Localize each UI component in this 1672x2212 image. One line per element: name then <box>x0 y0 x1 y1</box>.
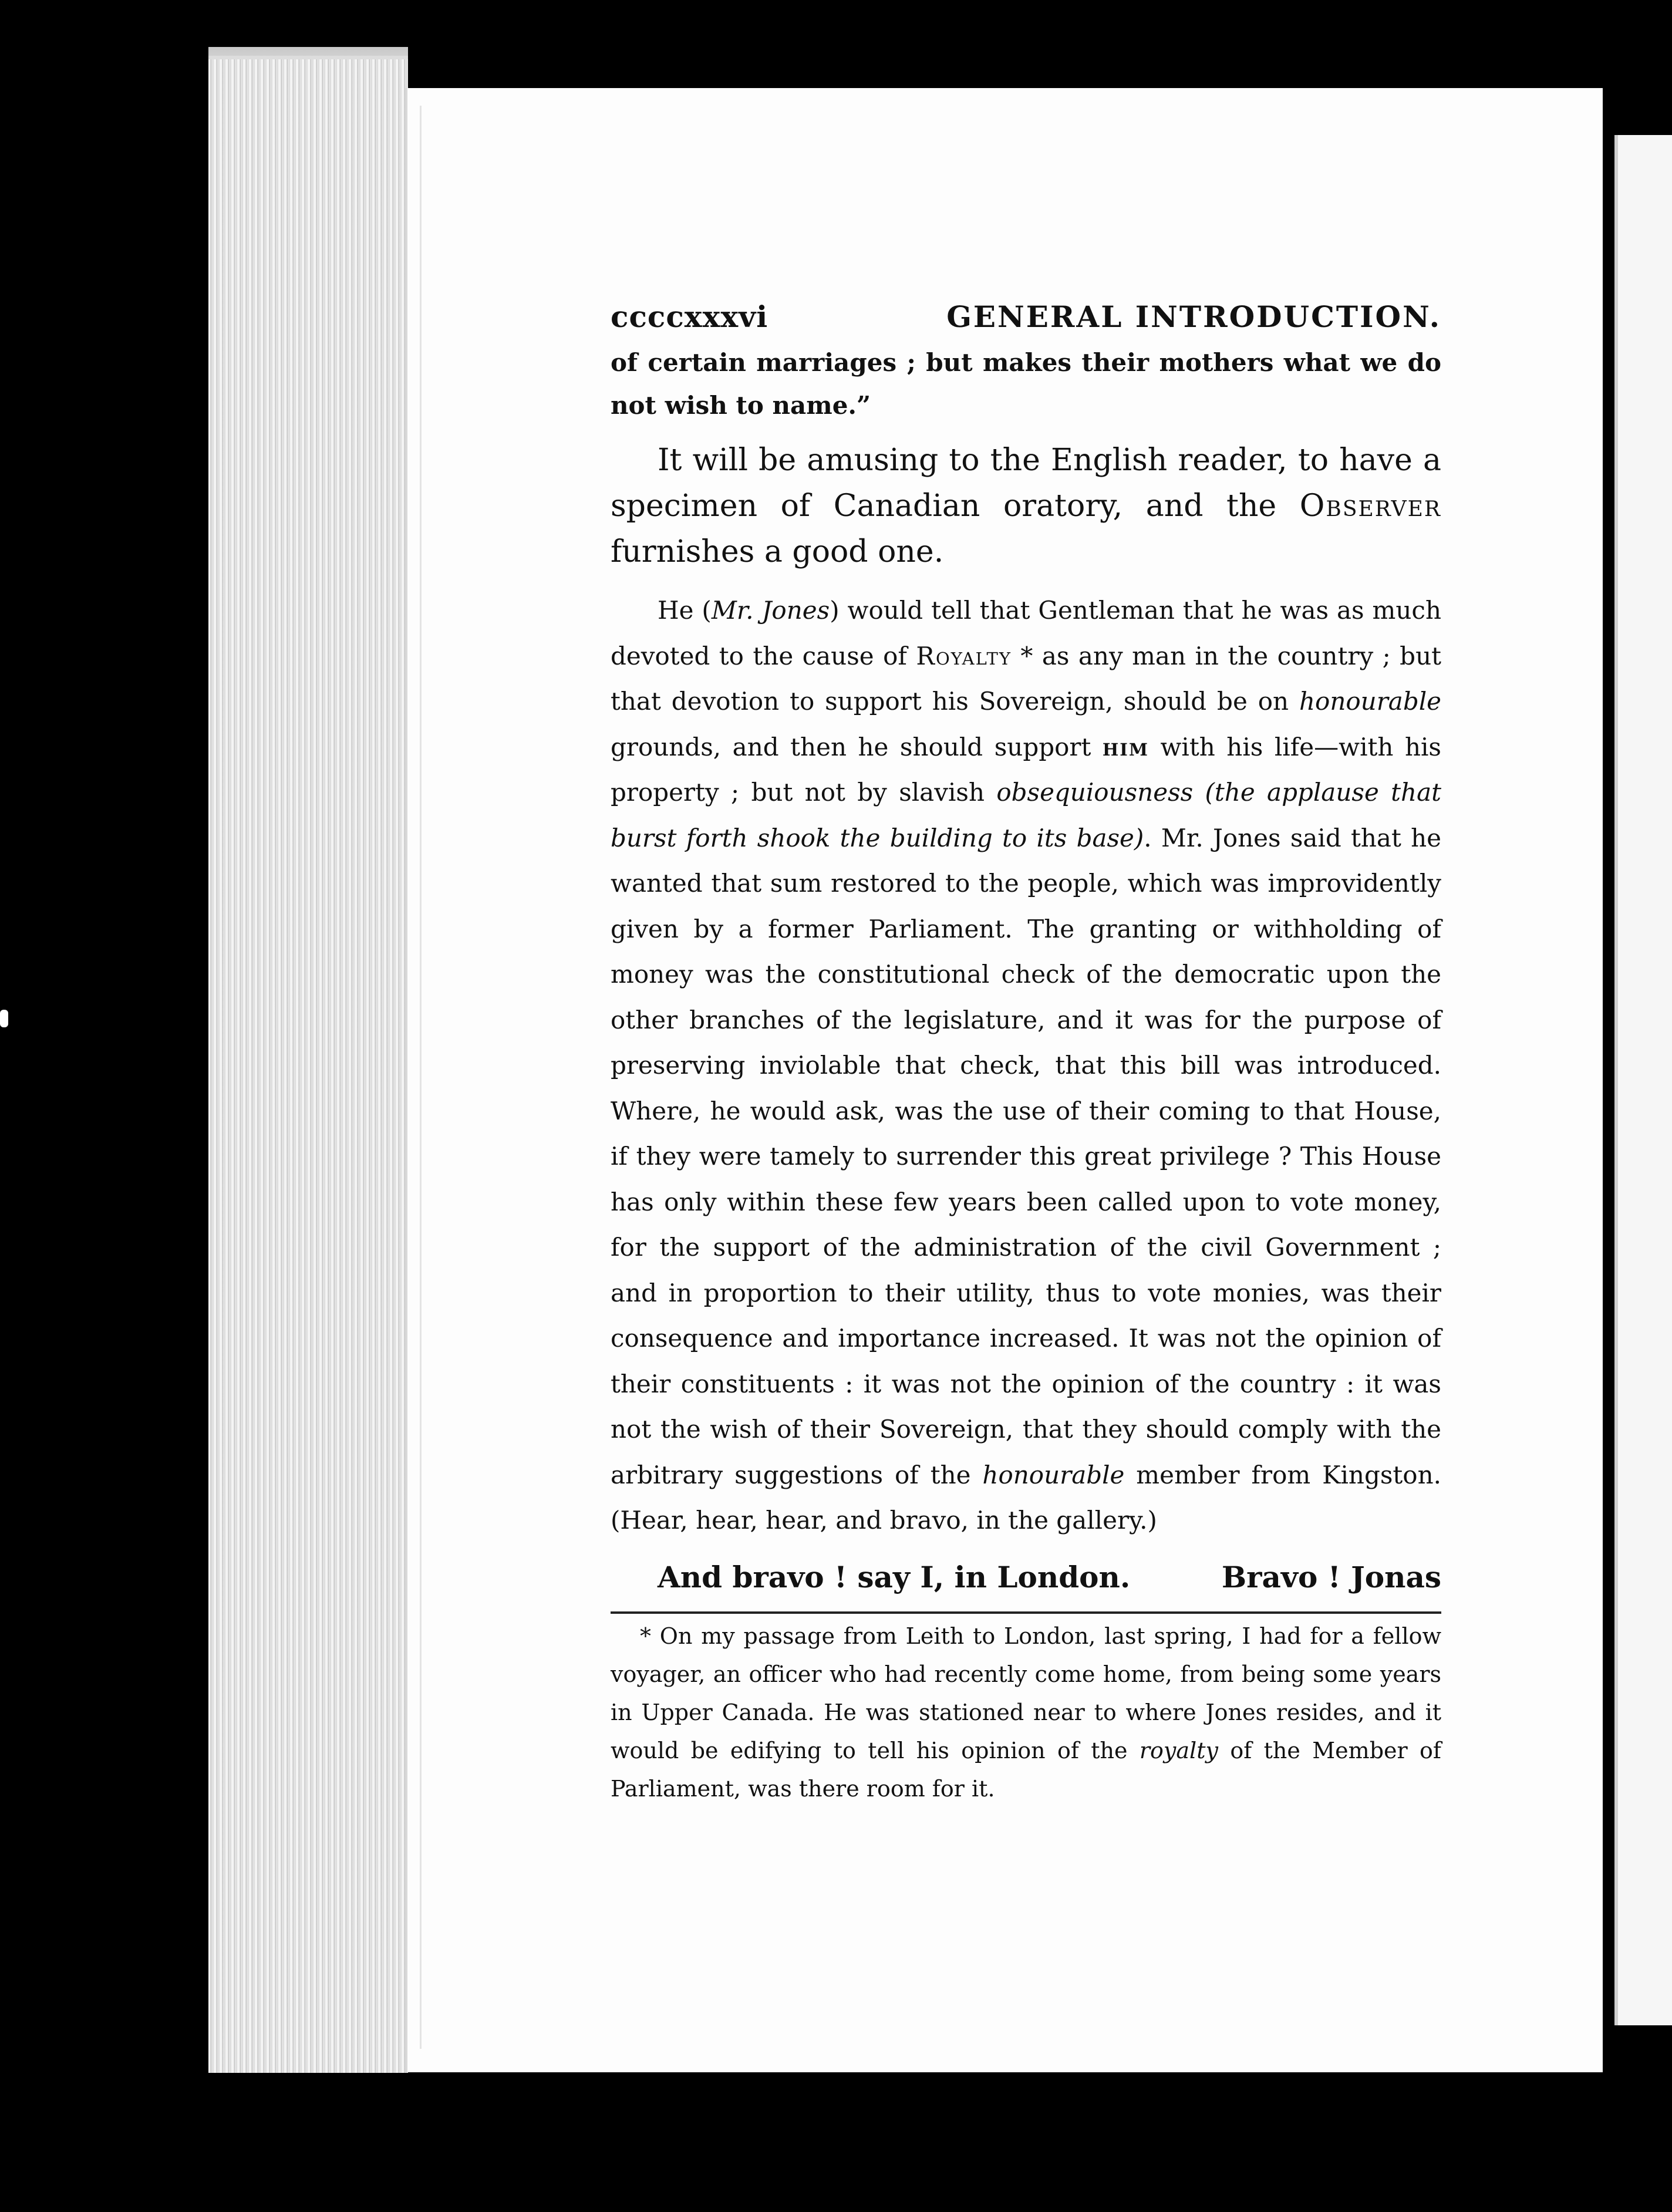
speech-text: * as any man in the country ; but that devotion to support his Sovereign, should be on <box>611 641 1441 716</box>
emphasis-word: honourable <box>1299 687 1441 716</box>
speech-text: ) would tell that Gentleman that he was as much devoted to the cause of <box>611 596 1442 670</box>
intro-text-2: furnishes a good one. <box>611 534 944 569</box>
speech-text: . Mr. Jones said that he wanted that sum restored to the people, which was improvidently given by a former Parliament. The granting or withholding of money was the constitutional check of the democratic upon the other branches of the legislature, and it was for the purpose of preserving inviolable that check, that this bill was introduced. Where, he would ask, was the use of their coming to that House, if they were tamely to surrender this great privilege ? This House has only within these few years been called upon to vote money, for the support of the administration of the civil Government ; and in proportion to their utility, thus to vote monies, was their consequence and importance increased. It was not the opinion of their constituents : it was not the opinion of the country : it was not the wish of their Sovereign, that they should comply with the arbitrary suggestions of the <box>611 823 1441 1489</box>
speaker-name: Mr. Jones <box>711 596 830 625</box>
intro-paragraph <box>611 437 1441 575</box>
him-word: him <box>1102 732 1149 761</box>
speech-text: grounds, and then he should support <box>611 732 1103 761</box>
page-edges <box>208 56 408 2073</box>
speech-text: member from Kingston. (Hear, hear, hear, and bravo, in the gallery.) <box>611 1460 1441 1535</box>
observer-name: Observer <box>1299 488 1441 524</box>
speech-paragraph <box>611 588 1441 1543</box>
page-number: ccccxxxvi <box>611 299 768 334</box>
text-column <box>611 299 1441 1808</box>
closing-line <box>611 1554 1441 1601</box>
closing-text-1: And bravo ! say I, in London. <box>658 1559 1131 1594</box>
royalty-word: Royalty <box>916 641 1012 670</box>
running-title: GENERAL INTRODUCTION. <box>946 299 1441 334</box>
emphasis-phrase: obsequiousness (the applause that burst forth shook the building to its base) <box>611 778 1441 852</box>
scan-speck <box>0 1010 8 1027</box>
footnote-text: * On my passage from Leith to London, last spring, I had for a fellow voyager, an officer who had recently come home, from being some years in Upper Canada. He was stationed near to where Jones resides, and it would be edifying to tell his opinion of the <box>611 1623 1441 1763</box>
emphasis-word: honourable <box>982 1460 1125 1489</box>
quotation-ending: of certain marriages ; but makes their mothers what we do not wish to name.” <box>611 348 1441 420</box>
speech-text: with his life—with his property ; but not by slavish <box>611 732 1441 807</box>
running-head <box>611 299 1441 334</box>
footnote-rule <box>611 1611 1441 1614</box>
footnote-emphasis: royalty <box>1139 1737 1218 1763</box>
speech-text: He ( <box>658 596 712 625</box>
footnote-text: of the Member of Parliament, was there room for it. <box>611 1737 1441 1802</box>
closing-text-2: Bravo ! Jonas <box>1221 1559 1441 1594</box>
footnote <box>611 1617 1441 1808</box>
intro-text-1: It will be amusing to the English reader, to have a specimen of Canadian oratory, and the <box>611 443 1441 524</box>
facing-page-edge <box>1614 135 1672 2025</box>
